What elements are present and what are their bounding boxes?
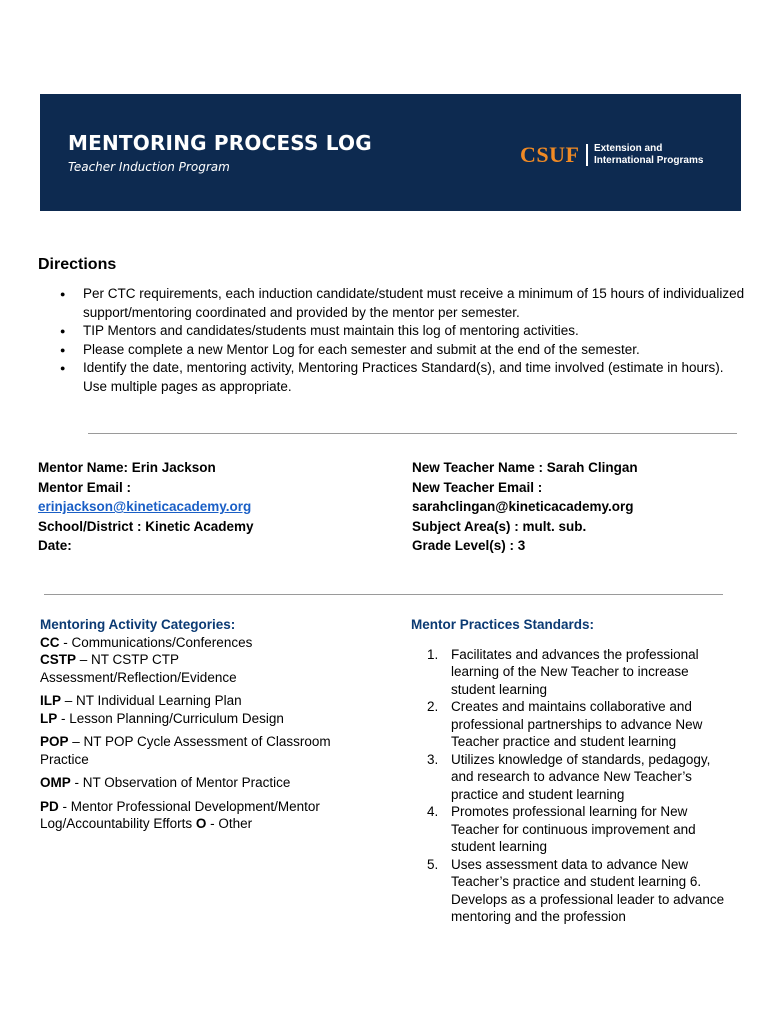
category-item	[40, 634, 360, 652]
standard-number: 4.	[427, 804, 439, 819]
category-item	[40, 710, 360, 728]
category-text: - Mentor Professional Development/Mentor Log/Accountability Efforts	[40, 798, 320, 831]
standard-number: 3.	[427, 751, 439, 767]
category-item	[40, 774, 360, 792]
category-code: LP	[40, 710, 58, 726]
mentor-date: Date:	[38, 538, 72, 553]
teacher-grade: Grade Level(s) : 3	[412, 538, 526, 553]
directions-item: ● Identify the date, mentoring activity, Mentoring Practices Standard(s), and time involved (estimate in hours). Use multiple pages as appropriate.	[60, 359, 750, 396]
standard-number: 5.	[427, 856, 439, 872]
csuf-logo	[520, 140, 703, 170]
category-text: - Other	[206, 816, 253, 831]
standard-item	[411, 856, 731, 926]
standards-list	[411, 646, 731, 926]
category-code: O	[195, 816, 207, 831]
category-text: - Lesson Planning/Curriculum Design	[57, 710, 284, 726]
category-code: POP	[40, 734, 69, 749]
practice-standards	[411, 616, 731, 926]
divider-top	[88, 433, 737, 434]
mentor-email-link[interactable]: erinjackson@kineticacademy.org	[38, 499, 252, 514]
category-text: – NT Individual Learning Plan	[61, 693, 242, 708]
standard-item	[411, 751, 731, 804]
logo-subtext	[594, 143, 703, 167]
category-text: - NT Observation of Mentor Practice	[70, 775, 291, 790]
teacher-name: New Teacher Name : Sarah Clingan	[412, 460, 638, 475]
category-code: PD	[40, 798, 59, 814]
teacher-email: sarahclingan@kineticacademy.org	[412, 499, 634, 514]
standard-item	[411, 646, 731, 699]
logo-subtext-line2: International Programs	[593, 155, 704, 166]
directions-item: ● TIP Mentors and candidates/students must maintain this log of mentoring activities.	[60, 322, 750, 341]
mentor-name: Mentor Name: Erin Jackson	[38, 460, 216, 475]
standard-text: Promotes professional learning for New Teacher for continuous improvement and student learning	[451, 804, 696, 854]
category-text: - Communications/Conferences	[59, 634, 253, 650]
mentor-info	[38, 458, 254, 556]
directions-item: ● Per CTC requirements, each induction candidate/student must receive a minimum of 15 hours of individualized support/mentoring coordinated and provided by the mentor per semester.	[60, 285, 750, 322]
logo-wordmark: CSUF	[520, 142, 580, 167]
header-banner	[40, 94, 741, 211]
standard-item	[411, 698, 731, 751]
standard-text: Utilizes knowledge of standards, pedagogy, and research to advance New Teacher’s practice and student learning	[451, 751, 711, 802]
standard-text: Facilitates and advances the professional learning of the New Teacher to increase student learning	[451, 646, 699, 697]
standards-heading: Mentor Practices Standards:	[411, 617, 595, 632]
logo-divider	[586, 144, 588, 166]
category-item	[40, 798, 360, 833]
category-code: CSTP	[40, 652, 77, 667]
standard-text: Creates and maintains collaborative and professional partnerships to advance New Teacher practice and student learning	[451, 699, 703, 749]
page-title: MENTORING PROCESS LOG	[68, 131, 372, 155]
standard-text: Uses assessment data to advance New Teacher’s practice and student learning 6. Develops as a professional leader to advance mentoring and the profession	[451, 856, 725, 924]
teacher-email-label: New Teacher Email :	[412, 479, 543, 495]
page-subtitle: Teacher Induction Program	[68, 160, 230, 174]
category-code: OMP	[40, 775, 71, 790]
category-code: CC	[40, 634, 60, 650]
logo-subtext-line1: Extension and	[593, 143, 663, 154]
mentor-email-label: Mentor Email :	[38, 479, 132, 495]
standard-number: 1.	[427, 646, 439, 662]
category-item	[40, 651, 360, 686]
standard-item	[411, 803, 731, 856]
category-text: – NT POP Cycle Assessment of Classroom Practice	[40, 734, 331, 767]
mentor-school: School/District : Kinetic Academy	[38, 518, 254, 534]
category-item	[40, 692, 360, 710]
directions-heading: Directions	[38, 256, 117, 273]
categories-heading: Mentoring Activity Categories:	[40, 617, 236, 632]
teacher-subject: Subject Area(s) : mult. sub.	[412, 518, 587, 534]
category-text: – NT CSTP CTP Assessment/Reflection/Evidence	[40, 652, 237, 685]
directions-item: ● Please complete a new Mentor Log for each semester and submit at the end of the semester.	[60, 341, 750, 360]
directions-list	[60, 285, 750, 396]
category-item	[40, 733, 360, 768]
category-code: ILP	[40, 693, 62, 708]
activity-categories	[40, 616, 360, 833]
standard-number: 2.	[427, 699, 439, 714]
divider-bottom	[44, 594, 723, 595]
teacher-info	[412, 458, 638, 556]
